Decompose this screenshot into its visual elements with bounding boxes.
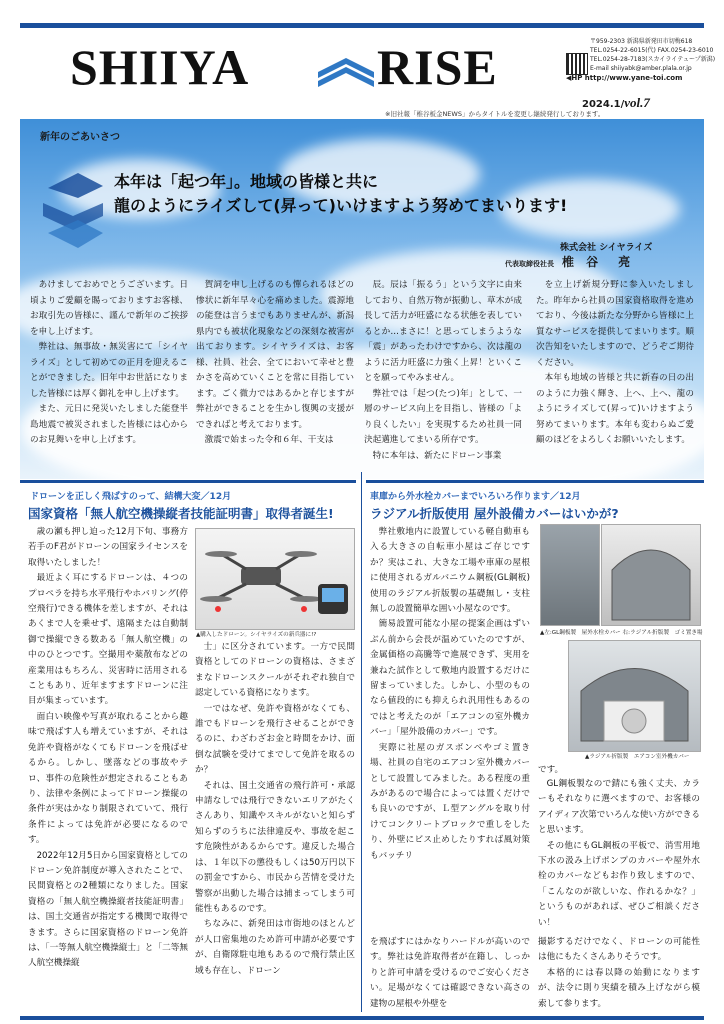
company-name: 株式会社 シイヤライズ — [560, 243, 653, 253]
paragraph: 弊社では「起つ(たつ)年」として、一層のサービス向上を目指し、皆様の「より良くしたい」を実現するため社員一同決起邁進してまいる所存です。 — [364, 388, 522, 445]
drone-column-1 — [28, 525, 188, 972]
paragraph: 本年も地域の皆様と共に新春の日の出のように力強く輝き、上へ、上へ、龍のようにライズして(昇って)いけますよう努めてまいります。本年も変わらぬご愛顧のほどをよろしくお願いいたします。 — [536, 373, 694, 445]
paragraph: 最近よく耳にするドローンは、４つのプロペラを持ち水平飛行やホバリング(停空飛行)できる機体を差しますが、それはあくまで人を乗せず、遠隔または自動制御で操縦できる数ある「無人航空機」の中のひとつです。空撮用や薬散布などの産業用はもちろん、災害時に活用されることもあり、近年ますますドローンに注目が集まっています。 — [28, 573, 188, 707]
drone-photo — [195, 528, 355, 630]
homepage-link[interactable]: ◀HP http://www.yane-toi.com — [566, 74, 683, 82]
paragraph: 賀詞を申し上げるのも憚られるほどの惨状に新年早々心を痛めました。震源地の能登は言うまでもありませんが、新潟県内でも被状化現象などの深刻な被害が出ております。シイヤライズは、お客様、社員、社会、全てにおいて幸せと豊かさを高めていくことを常に目指しています。ごく微力ではあるかと存じますが弊社ができることを生かし復興の支援ができればと考えております。 — [196, 280, 354, 430]
president-signature — [505, 253, 634, 270]
paragraph: 一ではなぜ、免許や資格がなくても、誰でもドローンを飛行させることができるのに、わざわざお金と時間をかけ、面倒な試験を受けてまでして免許を取るのか？ — [195, 703, 355, 776]
paragraph: 2022年12月5日から国家資格としてのドローン免許制度が導入されたことで、民間資格との2種類になりました。国家資格の「無人航空機操縦者技能証明書」は、国土交通省が指定する機関で取得できます。さらに国家資格のドローン免許は、「一等無人航空機操縦士」と「二等無人航空機操縦 — [28, 850, 188, 969]
aircon-cover-icon — [569, 641, 700, 751]
drone-continued-column — [370, 935, 530, 1012]
paragraph: 歳の瀬も押し迫った12月下旬、事務方若手のF君がドローンの国家ライセンスを取得いたしました！ — [28, 527, 188, 568]
paragraph: 弊社は、無事故・無災害にて「シイヤライズ」として初めての正月を迎えることができました。旧年中お世話になりました皆様には厚く御礼を申し上げます。 — [30, 342, 188, 399]
cover-column-2 — [538, 777, 700, 931]
paragraph: を飛ばすにはかなりハードルが高いのです。弊社は免許取得者が在籍し、しっかりと許可申請を受けるのでご安心ください。足場がなくては確認できない高さの建物の屋根や外壁を — [370, 937, 530, 1009]
contact-line: TEL.0254-22-6015(代) FAX.0254-23-6010 — [590, 47, 714, 54]
drone-continued-column-2 — [538, 935, 700, 1012]
paragraph: 弊社敷地内に設置している軽自動車も入る大きさの自転車小屋はご存じですか？実はこれ、大きな工場や車庫の屋根に使用されるガルバニウム鋼板(GL鋼板)使用のラジアル折版製の基礎無し・支柱無しの設置簡単な囲い小屋なのです。 — [370, 527, 530, 615]
headline-line-2: 龍のようにライズして(昇って)いけますよう努めてまいります! — [114, 196, 568, 215]
aircon-cover-photo — [568, 640, 701, 752]
drone-column-2 — [195, 640, 355, 979]
top-rule — [20, 23, 704, 28]
issue-vol: vol.7 — [624, 95, 650, 110]
paragraph: を立上げ新規分野に参入いたしました。昨年から社員の国家資格取得を進めており、今後は新たな分野から皆様に上質なサービスを提供してまいります。順次告知をいたしますので、どうぞご期待ください。 — [536, 280, 694, 368]
drone-photo-caption: ▲購入したドローン。シイヤライズの新兵器に!? — [196, 632, 317, 638]
cover-subheading: 車庫から外水栓カバーまでいろいろ作ります／12月 — [370, 492, 581, 502]
paragraph: GL鋼板製なので錆にも強く丈夫、カラーもそれなりに選べますので、お客様のアイディア次第でいろんな使い方ができると思います。 — [538, 779, 700, 836]
bottom-rule — [20, 1016, 704, 1020]
greeting-headline — [114, 170, 567, 218]
chevron-logo-icon — [318, 52, 374, 92]
contact-line: E-mail shiiyabk@amber.plala.or.jp — [590, 65, 692, 72]
paragraph: 本格的には春以降の始動になりますが、法令に則り実績を積み上げながら模索して参ります。 — [538, 967, 700, 1009]
paragraph: 撮影するだけでなく、ドローンの可能性は他にもたくさんありそうです。 — [538, 937, 700, 963]
cover-photo-caption-2: ▲ラジアル折版製 エアコン室外機カバー — [585, 754, 690, 760]
radial-shed-icon — [602, 525, 700, 625]
cover-title: ラジアル折版使用 屋外設備カバーはいかが? — [370, 506, 619, 521]
s-emblem-icon — [38, 158, 108, 258]
greeting-column-1 — [30, 278, 188, 449]
paragraph: 激震で始まった令和６年、干支は — [204, 435, 334, 445]
qr-code-icon[interactable] — [566, 53, 588, 75]
contact-line: 〒959-2303 新潟県新発田市切梅618 — [590, 38, 693, 45]
paragraph: 特に本年は、新たにドローン事業 — [372, 450, 502, 461]
contact-line: TEL.0254-28-7183(スカイライテュープ新潟) — [590, 56, 716, 63]
paragraph: その他にもGL鋼板の平板で、消雪用地下水の汲み上げポンプのカバーや屋外水栓のカバーなどもお作り致しますので、「こんなのが欲しいな、作れるかな？」というものがあれば、ぜひご相談ください！ — [538, 840, 700, 928]
paragraph: 実際に社屋のガスボンベやゴミ置き場、社員の自宅のエアコン室外機カバーとして設置してみました。ある程度の重みがあるので場合によっては置くだけでも良いのですが、Ｌ型アングルを取り付けてコンクリートブロックで重しをしたり、外壁にビス止めしたりすれば風対策もバッチリ — [370, 742, 530, 861]
greeting-column-3 — [364, 278, 522, 464]
paragraph: 面白い映像や写真が取れることから趣味で飛ばす人も増えていますが、それは免許や資格がなくてもドローンを飛ばせるから。しかし、墜落などの事故やテロ、事件の危険性が想定されることもあり、法律や条例によってドローン操縦の条件が実はかなり制限されていて、飛行条件によっては免許が必要になるのです。 — [28, 711, 188, 846]
cover-photo-caption-1: ▲左:GL鋼板製 屋外水栓カバー 右:ラジアル折版製 ゴミ置き場 — [540, 630, 703, 636]
section-rule-left — [20, 480, 356, 483]
paragraph: また、元日に発災いたしました能登半島地震で被災されました皆様には心からのお見舞いを申し上げます。 — [30, 404, 188, 445]
faucet-cover-photo — [540, 524, 600, 626]
paragraph: 士」に区分されています。一方で民間資格としてのドローンの資格は、さまざまなドローンスクールがそれぞれ独自で認定している資格になります。 — [195, 642, 355, 699]
title-change-notice: ※旧社報「椎谷板金NEWS」からタイトルを変更し継続発行しております。 — [385, 110, 605, 118]
paragraph: 簡易設置可能な小屋の提案企画はずいぶん前から会長が温めていたのですが、金属価格の高騰等で進展できず、実用を兼ねた試作として敷地内設置するだけに留まっていました。しかし、小型のものなら値段的にも抑えられ汎用性もあるのではと考えたのが「エアコンの室外機カバー」「屋外設備のカバー」です。 — [370, 619, 530, 738]
logo-text-right: RISE — [377, 39, 498, 95]
garbage-shed-photo — [601, 524, 701, 626]
drone-title: 国家資格「無人航空機操縦者技能証明書」取得者誕生! — [28, 506, 334, 521]
contact-block — [566, 37, 716, 73]
paragraph: それは、国土交通省の飛行許可・承認申請なしでは飛行できないエリアがたくさんあり、知識やスキルがないと知らず知らずのうちに法律違反や、事故を起こす危険性があるからです。違反した場合は、１年以下の懲役もしくは50万円以下の罰金ですから、市民から苦情を受けた警察が出動した場合は捕まってしまう可能性もあるのです。 — [195, 780, 355, 914]
paragraph: です。 — [538, 765, 564, 775]
headline-line-1: 本年は「起つ年」。地域の皆様と共に — [114, 172, 379, 191]
column-divider — [361, 472, 362, 1012]
greeting-column-2 — [196, 278, 354, 449]
president-name: 椎 谷 亮 — [562, 255, 635, 269]
logo-text-left: SHIIYA — [70, 39, 250, 95]
drone-icon — [196, 529, 354, 629]
paragraph: 辰。辰は「振るう」という文字に由来しており、自然万物が振動し、草木が成長して活力が旺盛になる状態を表しているとか…まさに！と思ってしまうような「震」があったわけですから、次は龍のように活力旺盛に力強く上昇！といくことを願ってやみません。 — [364, 280, 522, 383]
issue-date: 2024.1/ — [582, 99, 625, 110]
paragraph: ちなみに、新発田は市街地のほとんどが人口密集地のため許可申請が必要ですが、自衛隊駐屯地もあるので飛行禁止区域も存在し、ドローン — [195, 919, 355, 976]
cover-column-1 — [370, 525, 530, 864]
section-rule-right — [366, 480, 704, 483]
drone-subheading: ドローンを正しく飛ばすのって、結構大変／12月 — [30, 492, 232, 502]
president-title: 代表取締役社長 — [505, 260, 554, 268]
paragraph: あけましておめでとうございます。日頃よりご愛顧を賜っておりますお客様、お取引先の皆様に、謹んで新年のご挨拶を申し上げます。 — [30, 280, 188, 337]
greeting-label: 新年のごあいさつ — [40, 132, 120, 143]
greeting-column-4 — [536, 278, 694, 449]
